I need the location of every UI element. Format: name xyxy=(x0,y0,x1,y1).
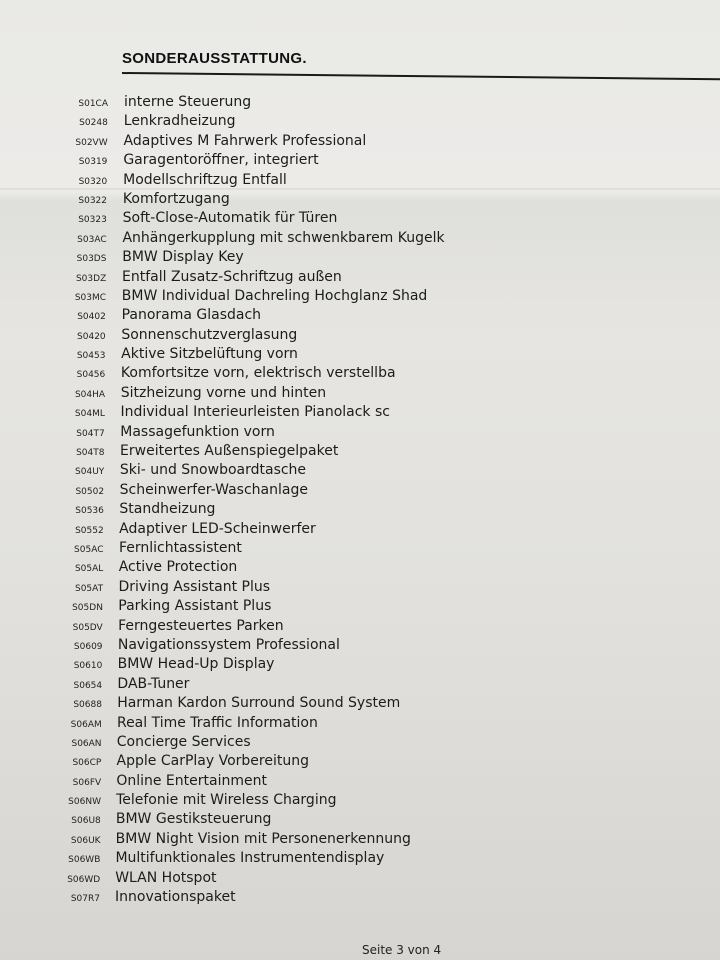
option-code: S05DV xyxy=(72,622,103,633)
option-label: Standheizung xyxy=(119,501,216,518)
option-label: Ferngesteuertes Parken xyxy=(118,617,284,634)
list-item xyxy=(0,385,720,404)
list-item xyxy=(0,811,720,830)
option-label: Parking Assistant Plus xyxy=(118,598,272,615)
option-label: Ski- und Snowboardtasche xyxy=(119,462,307,479)
option-code: S06WB xyxy=(68,855,101,866)
option-label: Driving Assistant Plus xyxy=(118,578,271,595)
option-code: S03MC xyxy=(74,292,107,303)
list-item xyxy=(0,172,720,191)
option-code: S0453 xyxy=(76,351,106,362)
option-label: Apple CarPlay Vorbereitung xyxy=(116,753,309,770)
option-label: Fernlichtassistent xyxy=(118,539,242,556)
list-item xyxy=(0,695,720,714)
option-code: S06CP xyxy=(72,758,102,769)
list-item xyxy=(0,579,720,598)
option-code: S04ML xyxy=(74,409,105,420)
option-code: S05AC xyxy=(74,544,104,555)
option-label: BMW Display Key xyxy=(122,249,244,266)
option-code: S0609 xyxy=(73,641,103,652)
page-title: SONDERAUSSTATTUNG. xyxy=(122,50,307,67)
option-label: Telefonie mit Wireless Charging xyxy=(116,792,337,809)
option-label: Multifunktionales Instrumentendisplay xyxy=(115,850,385,867)
list-item xyxy=(0,559,720,578)
option-code: S03DS xyxy=(76,254,107,265)
option-label: Komfortzugang xyxy=(122,190,230,207)
option-code: S05AT xyxy=(74,583,104,594)
option-code: S02VW xyxy=(75,137,108,148)
list-item xyxy=(0,521,720,540)
option-code: S07R7 xyxy=(70,894,100,905)
option-code: S04T8 xyxy=(76,448,105,459)
option-code: S0552 xyxy=(75,525,104,536)
list-item xyxy=(0,637,720,656)
list-item xyxy=(0,870,720,889)
option-label: Real Time Traffic Information xyxy=(116,714,318,731)
list-item xyxy=(0,462,720,481)
option-code: S0688 xyxy=(73,700,102,711)
option-code: S06U8 xyxy=(71,816,101,827)
list-item xyxy=(0,424,720,443)
list-item xyxy=(0,850,720,869)
option-label: Soft-Close-Automatik für Türen xyxy=(122,210,338,227)
list-item xyxy=(0,249,720,268)
option-code: S0502 xyxy=(75,486,105,497)
option-code: S04HA xyxy=(74,389,106,400)
option-code: S06WD xyxy=(67,874,101,885)
list-item xyxy=(0,346,720,365)
option-label: Innovationspaket xyxy=(115,889,236,906)
option-label: BMW Night Vision mit Personenerkennung xyxy=(115,830,411,847)
option-label: DAB-Tuner xyxy=(117,675,190,692)
option-code: S06AN xyxy=(71,738,102,749)
list-item xyxy=(0,482,720,501)
option-label: BMW Head-Up Display xyxy=(117,656,275,673)
list-item xyxy=(0,94,720,113)
option-code: S0323 xyxy=(78,215,107,226)
option-label: Adaptiver LED-Scheinwerfer xyxy=(119,520,316,537)
option-label: BMW Gestiksteuerung xyxy=(115,811,272,828)
option-code: S03AC xyxy=(77,234,107,245)
option-label: Scheinwerfer-Waschanlage xyxy=(119,481,308,498)
option-code: S01CA xyxy=(78,99,108,109)
option-code: S0536 xyxy=(75,506,104,517)
page-number: Seite 3 von 4 xyxy=(362,943,442,957)
list-item xyxy=(0,191,720,210)
option-code: S0322 xyxy=(78,195,108,206)
option-label: Navigationssystem Professional xyxy=(117,636,340,653)
option-code: S06FV xyxy=(72,777,102,788)
option-code: S04T7 xyxy=(76,428,105,439)
list-item xyxy=(0,656,720,675)
option-label: Sonnenschutzverglasung xyxy=(121,326,298,343)
list-item xyxy=(0,210,720,229)
option-label: interne Steuerung xyxy=(124,94,252,110)
list-item xyxy=(0,715,720,734)
option-label: Garagentoröffner, integriert xyxy=(123,152,319,169)
list-item xyxy=(0,133,720,152)
list-item xyxy=(0,540,720,559)
list-item xyxy=(0,889,720,908)
option-code: S06UK xyxy=(70,835,101,846)
option-code: S0456 xyxy=(76,370,106,381)
option-label: Individual Interieurleisten Pianolack sc xyxy=(120,404,390,421)
list-item xyxy=(0,753,720,772)
option-code: S0610 xyxy=(73,661,103,672)
option-code: S06AM xyxy=(70,719,102,730)
option-label: Harman Kardon Surround Sound System xyxy=(117,695,401,712)
option-label: Panorama Glasdach xyxy=(121,307,262,324)
option-code: S0654 xyxy=(73,680,103,691)
option-label: Adaptives M Fahrwerk Professional xyxy=(123,132,367,149)
list-item xyxy=(0,307,720,326)
option-label: Sitzheizung vorne und hinten xyxy=(120,384,327,401)
option-label: Aktive Sitzbelüftung vorn xyxy=(121,346,298,363)
option-label: WLAN Hotspot xyxy=(115,869,217,886)
option-label: Erweitertes Außenspiegelpaket xyxy=(120,443,339,460)
option-code: S05DN xyxy=(72,603,103,614)
option-label: Komfortsitze vorn, elektrisch verstellba xyxy=(120,365,396,382)
list-item xyxy=(0,230,720,249)
option-code: S0248 xyxy=(79,118,108,129)
list-item xyxy=(0,365,720,384)
option-label: Online Entertainment xyxy=(116,772,267,789)
option-label: Entfall Zusatz-Schriftzug außen xyxy=(122,268,342,285)
list-item xyxy=(0,152,720,171)
equipment-list xyxy=(0,94,720,908)
list-item xyxy=(0,327,720,346)
option-code: S04UY xyxy=(75,467,105,478)
list-item xyxy=(0,288,720,307)
option-code: S0420 xyxy=(77,331,106,342)
option-code: S05AL xyxy=(74,564,104,575)
option-code: S06NW xyxy=(68,797,101,808)
option-code: S0402 xyxy=(77,312,106,323)
list-item xyxy=(0,792,720,811)
option-code: S0320 xyxy=(78,176,108,187)
option-label: Massagefunktion vorn xyxy=(120,423,275,440)
list-item xyxy=(0,269,720,288)
list-item xyxy=(0,676,720,695)
list-item xyxy=(0,404,720,423)
list-item xyxy=(0,831,720,850)
option-label: Modellschriftzug Entfall xyxy=(123,171,287,188)
option-label: BMW Individual Dachreling Hochglanz Shad xyxy=(121,287,428,304)
list-item xyxy=(0,773,720,792)
option-code: S03DZ xyxy=(75,273,107,284)
list-item xyxy=(0,501,720,520)
list-item xyxy=(0,734,720,753)
option-label: Active Protection xyxy=(118,559,238,576)
list-item xyxy=(0,598,720,617)
option-label: Anhängerkupplung mit schwenkbarem Kugelk xyxy=(122,229,445,246)
option-label: Concierge Services xyxy=(116,733,251,750)
list-item xyxy=(0,618,720,637)
option-code: S0319 xyxy=(78,157,108,168)
title-underline xyxy=(122,72,720,80)
list-item xyxy=(0,443,720,462)
option-label: Lenkradheizung xyxy=(123,113,236,130)
list-item xyxy=(0,113,720,132)
